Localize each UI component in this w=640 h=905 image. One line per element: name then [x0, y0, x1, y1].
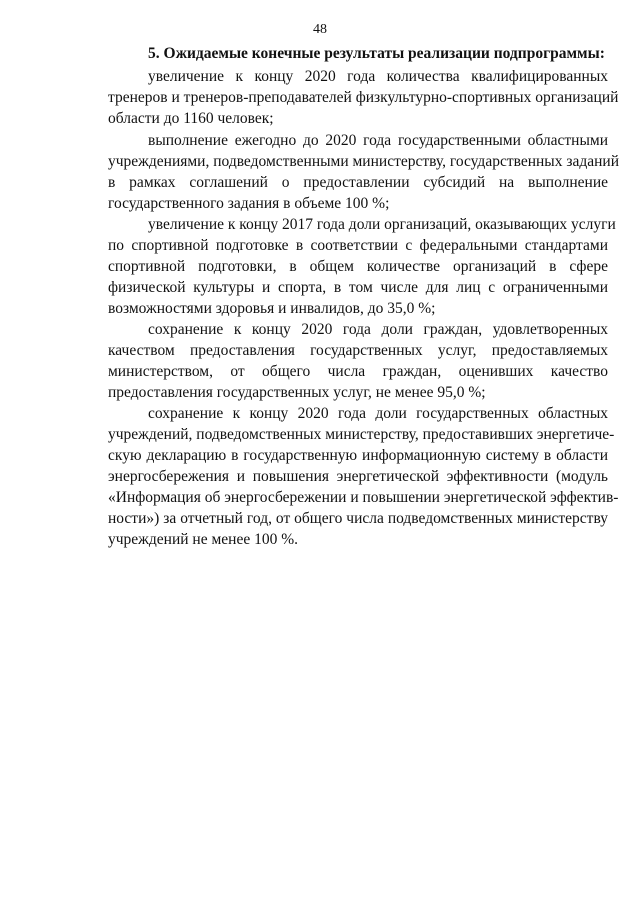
text-line: тренеров и тренеров-преподавателей физкультурно-спортивных организаций	[108, 89, 619, 106]
text-line: учреждениями, подведомственными министерству, государственных заданий	[108, 153, 619, 170]
text-line: сохранение к концу 2020 года доли государственных областных	[148, 405, 608, 422]
text-line: энергосбережения и повышения энергетической эффективности (модуль	[108, 468, 608, 485]
text-line: предоставления государственных услуг, не менее 95,0 %;	[108, 384, 486, 401]
text-line: «Информация об энергосбережении и повышении энергетической эффектив-	[108, 489, 619, 506]
text-line: скую декларацию в государственную информационную систему в области	[108, 447, 608, 464]
page-number: 48	[313, 22, 327, 37]
text-line: учреждений не менее 100 %.	[108, 531, 298, 548]
text-line: учреждений, подведомственных министерству, предоставивших энергетиче-	[108, 426, 615, 443]
text-line: выполнение ежегодно до 2020 года государственными областными	[148, 132, 608, 149]
text-line: по спортивной подготовке в соответствии с федеральными стандартами	[108, 237, 608, 254]
text-line: министерством, от общего числа граждан, оценивших качество	[108, 363, 608, 380]
text-line: области до 1160 человек;	[108, 110, 274, 127]
text-line: государственного задания в объеме 100 %;	[108, 195, 390, 212]
text-line: качеством предоставления государственных услуг, предоставляемых	[108, 342, 608, 359]
text-line: спортивной подготовки, в общем количестве организаций в сфере	[108, 258, 608, 275]
text-line: увеличение к концу 2017 года доли организаций, оказывающих услуги	[148, 216, 616, 233]
text-line: физической культуры и спорта, в том числе для лиц с ограниченными	[108, 279, 608, 296]
text-line: в рамках соглашений о предоставлении субсидий на выполнение	[108, 174, 608, 191]
text-line: ности») за отчетный год, от общего числа подведомственных министерству	[108, 510, 608, 527]
text-line: возможностями здоровья и инвалидов, до 35,0 %;	[108, 300, 436, 317]
text-line: сохранение к концу 2020 года доли граждан, удовлетворенных	[148, 321, 608, 338]
text-line: увеличение к концу 2020 года количества квалифицированных	[148, 68, 608, 85]
section-heading: 5. Ожидаемые конечные результаты реализации подпрограммы:	[148, 45, 605, 62]
